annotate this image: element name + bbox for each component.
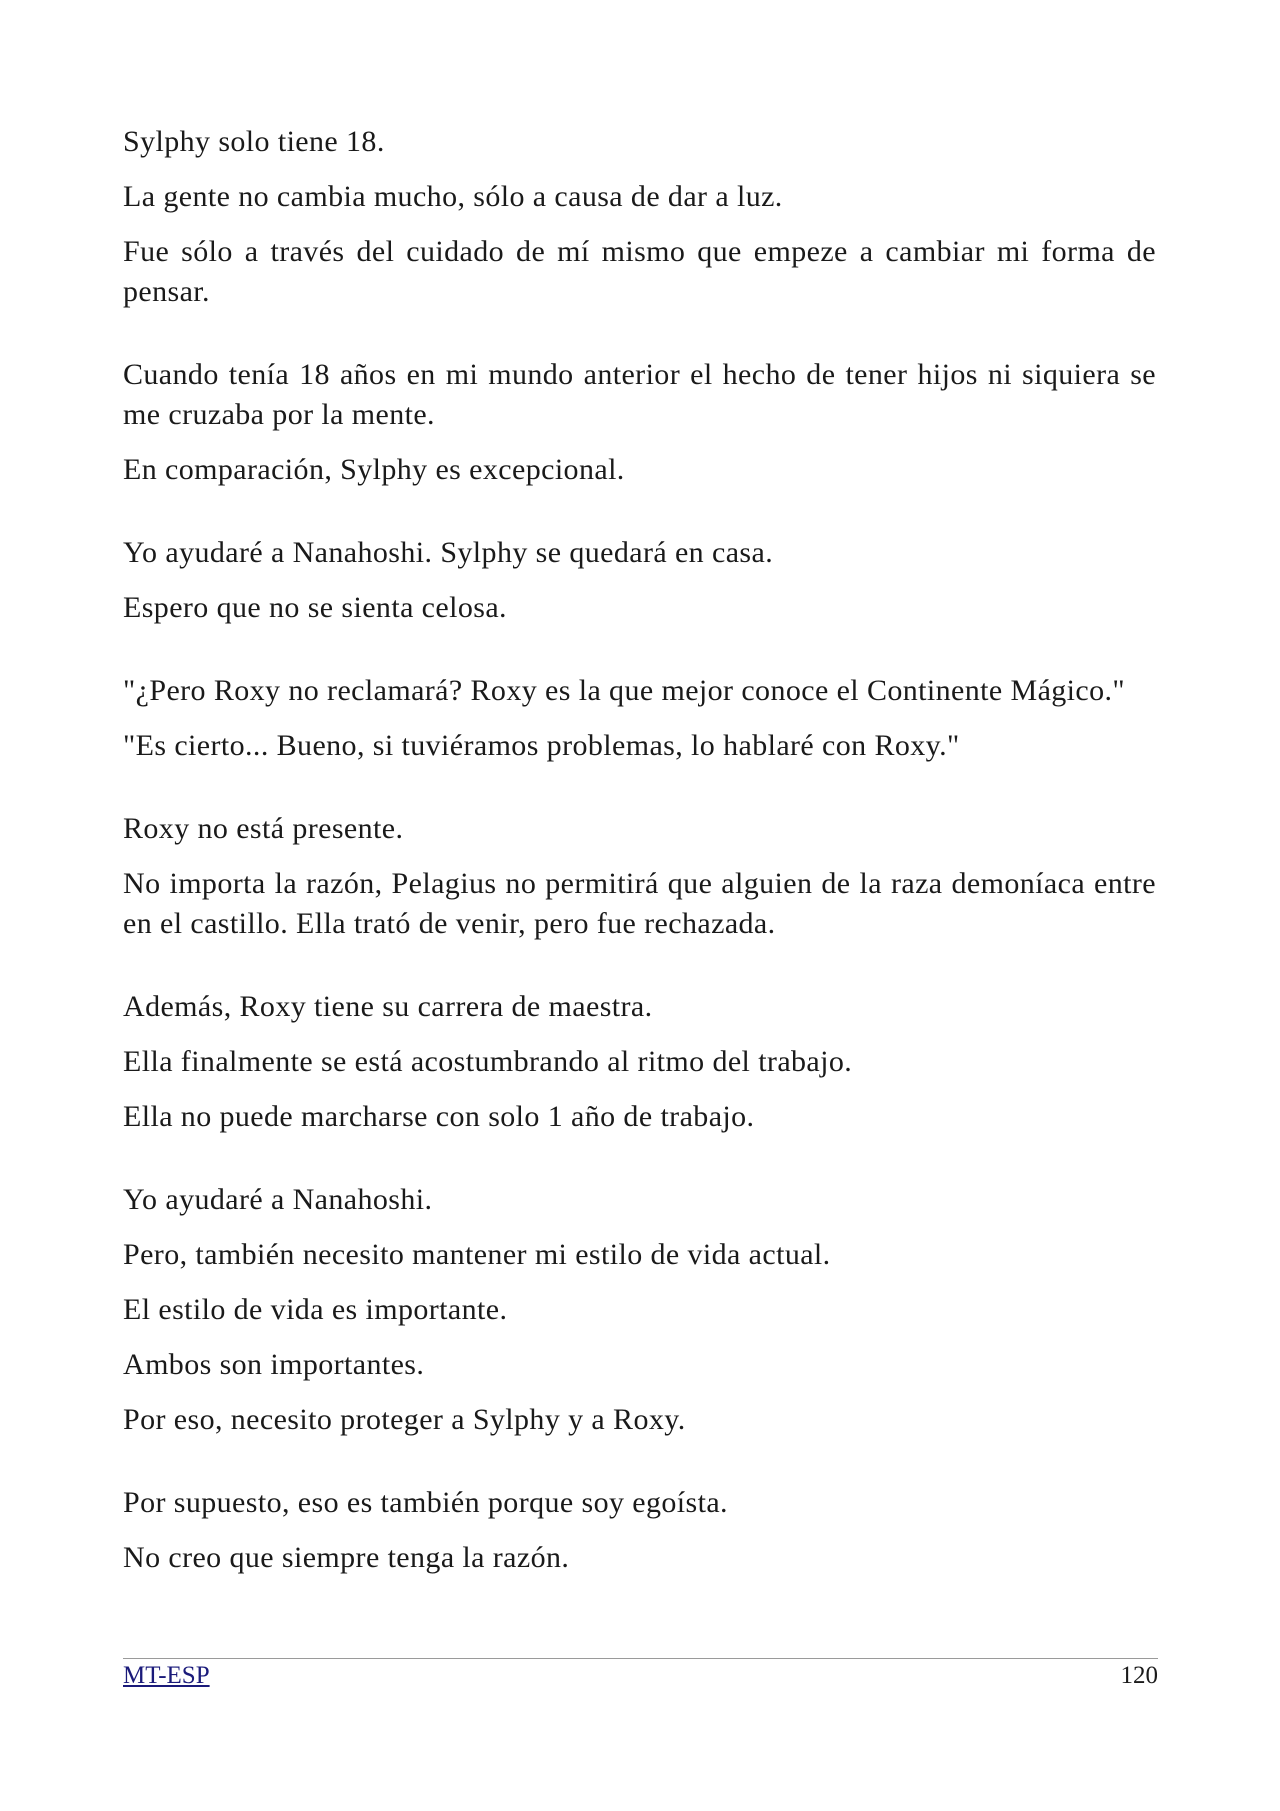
body-paragraph: No importa la razón, Pelagius no permitirá que alguien de la raza demoníaca entre en el castillo. Ella trató de venir, pero fue rechazada. <box>123 867 1156 940</box>
body-paragraph: Pero, también necesito mantener mi estilo de vida actual. <box>123 1238 831 1271</box>
body-paragraph: La gente no cambia mucho, sólo a causa de dar a luz. <box>123 180 783 213</box>
body-paragraph: Cuando tenía 18 años en mi mundo anterior el hecho de tener hijos ni siquiera se me cruzaba por la mente. <box>123 358 1156 431</box>
body-paragraph: Por supuesto, eso es también porque soy egoísta. <box>123 1486 728 1519</box>
body-paragraph: Ella no puede marcharse con solo 1 año de trabajo. <box>123 1100 755 1133</box>
footer-divider <box>123 1658 1158 1659</box>
body-paragraph: En comparación, Sylphy es excepcional. <box>123 453 625 486</box>
body-paragraph: No creo que siempre tenga la razón. <box>123 1541 570 1574</box>
body-paragraph: El estilo de vida es importante. <box>123 1293 508 1326</box>
body-paragraph: Fue sólo a través del cuidado de mí mismo que empeze a cambiar mi forma de pensar. <box>123 235 1156 308</box>
body-paragraph: Espero que no se sienta celosa. <box>123 591 507 624</box>
page-body <box>123 122 1156 1593</box>
page-number: 120 <box>1120 1662 1158 1689</box>
body-paragraph: Roxy no está presente. <box>123 812 404 845</box>
body-paragraph: Ambos son importantes. <box>123 1348 425 1381</box>
body-paragraph: Yo ayudaré a Nanahoshi. Sylphy se quedará en casa. <box>123 536 774 569</box>
body-paragraph: Sylphy solo tiene 18. <box>123 125 385 158</box>
footer-link-mt-esp[interactable]: MT-ESP <box>123 1662 210 1689</box>
body-paragraph: "Es cierto... Bueno, si tuviéramos problemas, lo hablaré con Roxy." <box>123 729 960 762</box>
body-paragraph: Yo ayudaré a Nanahoshi. <box>123 1183 433 1216</box>
page-footer <box>123 1661 1158 1691</box>
body-paragraph: Ella finalmente se está acostumbrando al ritmo del trabajo. <box>123 1045 853 1078</box>
body-paragraph: Por eso, necesito proteger a Sylphy y a Roxy. <box>123 1403 686 1436</box>
body-paragraph: Además, Roxy tiene su carrera de maestra. <box>123 990 653 1023</box>
body-paragraph: "¿Pero Roxy no reclamará? Roxy es la que mejor conoce el Continente Mágico." <box>123 674 1126 707</box>
